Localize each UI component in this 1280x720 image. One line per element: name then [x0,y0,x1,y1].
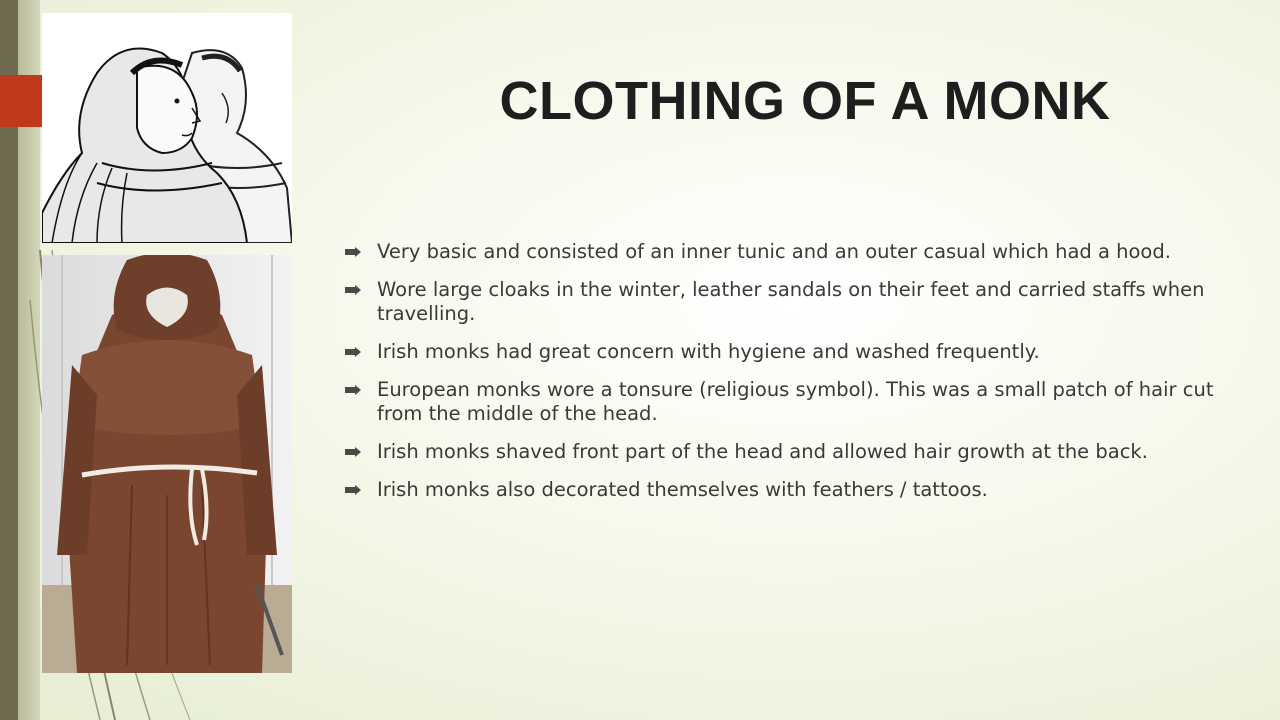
monk-robe-photo [42,255,292,673]
bullet-item [345,340,1265,364]
bullet-item [345,278,1265,326]
arrow-bullet-icon [345,247,361,257]
bullet-item [345,440,1265,464]
bullet-text: European monks wore a tonsure (religious symbol). This was a small patch of hair cut from the middle of the head. [377,378,1214,425]
bullet-text: Irish monks had great concern with hygiene and washed frequently. [377,340,1040,363]
arrow-bullet-icon [345,485,361,495]
bullet-text: Irish monks shaved front part of the head and allowed hair growth at the back. [377,440,1148,463]
arrow-bullet-icon [345,447,361,457]
arrow-bullet-icon [345,285,361,295]
arrow-bullet-icon [345,347,361,357]
arrow-bullet-icon [345,385,361,395]
bullet-text: Wore large cloaks in the winter, leather sandals on their feet and carried staffs when travelling. [377,278,1205,325]
monks-illustration [42,13,292,243]
bullet-item [345,478,1265,502]
bullet-item [345,240,1265,264]
bullet-text: Irish monks also decorated themselves with feathers / tattoos. [377,478,988,501]
bullet-list [345,240,1265,516]
bullet-item [345,378,1265,426]
bullet-text: Very basic and consisted of an inner tunic and an outer casual which had a hood. [377,240,1171,263]
slide-title: CLOTHING OF A MONK [499,71,1111,131]
